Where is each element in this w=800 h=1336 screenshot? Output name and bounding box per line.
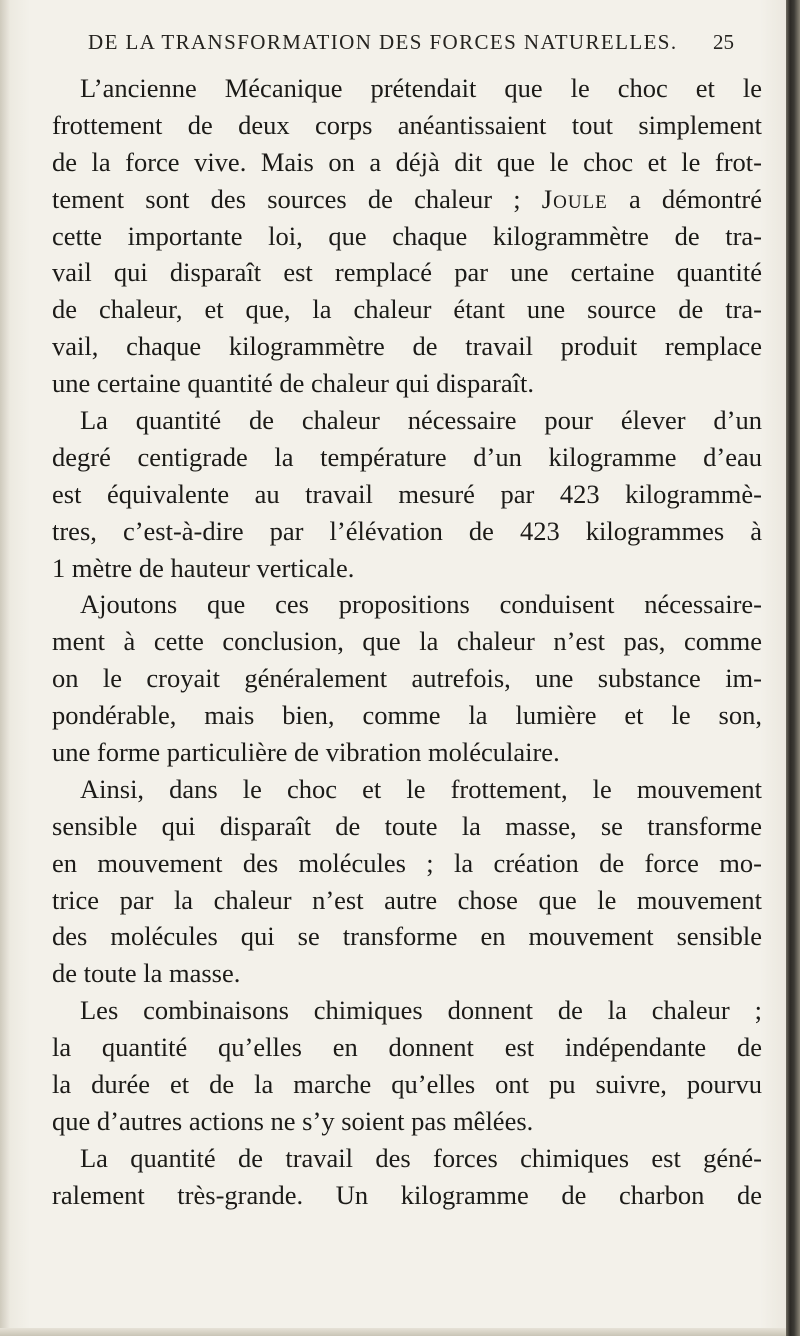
text-line: Ainsi, dans le choc et le frottement, le mouvement <box>80 773 762 804</box>
text-line: L’ancienne Mécanique prétendait que le choc et le <box>80 73 762 103</box>
text-line: vail, chaque kilogrammètre de travail produit remplace <box>52 331 762 362</box>
text-line: degré centigrade la température d’un kilogramme d’eau <box>52 441 762 472</box>
text-segment: tement sont des sources de chaleur ; <box>52 183 542 214</box>
text-line: 1 mètre de hauteur verticale. <box>52 552 355 583</box>
text-line: trice par la chaleur n’est autre chose que le mouvement <box>52 884 762 915</box>
page-bottom-edge <box>0 1328 786 1336</box>
text-line-with-name <box>52 181 762 218</box>
text-line: la quantité qu’elles en donnent est indépendante de <box>52 1032 762 1063</box>
text-line: de toute la masse. <box>52 958 241 989</box>
text-line: Les combinaisons chimiques donnent de la chaleur ; <box>80 995 762 1026</box>
text-line: on le croyait généralement autrefois, une substance im- <box>52 663 762 694</box>
text-line: de la force vive. Mais on a déjà dit que le choc et le frot- <box>52 146 762 177</box>
text-line: ment à cette conclusion, que la chaleur n’est pas, comme <box>52 626 762 657</box>
text-line: La quantité de chaleur nécessaire pour élever d’un <box>80 405 762 436</box>
text-line: pondérable, mais bien, comme la lumière et le son, <box>52 700 762 731</box>
text-segment: a démontré <box>607 183 762 214</box>
running-header-title: DE LA TRANSFORMATION DES FORCES NATURELLES. <box>88 30 678 54</box>
text-line: cette importante loi, que chaque kilogrammètre de tra- <box>52 220 762 251</box>
text-line: sensible qui disparaît de toute la masse, se transforme <box>52 810 762 841</box>
text-line: en mouvement des molécules ; la création de force mo- <box>52 847 762 878</box>
text-line: vail qui disparaît est remplacé par une certaine quantité <box>52 257 762 288</box>
text-line: de chaleur, et que, la chaleur étant une source de tra- <box>52 294 762 325</box>
text-line: des molécules qui se transforme en mouvement sensible <box>52 921 762 952</box>
text-line: une forme particulière de vibration moléculaire. <box>52 737 560 768</box>
book-spine-edge <box>786 0 800 1336</box>
person-name-joule: Joule <box>541 183 608 214</box>
text-line: Ajoutons que ces propositions conduisent nécessaire- <box>80 589 762 620</box>
text-line: une certaine quantité de chaleur qui disparaît. <box>52 368 534 399</box>
text-line: La quantité de travail des forces chimiques est géné- <box>80 1142 762 1173</box>
text-line: tres, c’est-à-dire par l’élévation de 423 kilogrammes à <box>52 515 762 546</box>
page-left-edge <box>0 0 10 1336</box>
running-header <box>0 30 786 60</box>
text-line: ralement très-grande. Un kilogramme de charbon de <box>52 1179 762 1210</box>
text-line: frottement de deux corps anéantissaient tout simplement <box>52 109 762 140</box>
text-line: que d’autres actions ne s’y soient pas mêlées. <box>52 1105 534 1136</box>
text-line: la durée et de la marche qu’elles ont pu suivre, pourvu <box>52 1069 762 1100</box>
body-text <box>52 70 762 1214</box>
page-number: 25 <box>713 30 734 54</box>
text-line: est équivalente au travail mesuré par 423 kilogrammè- <box>52 478 762 509</box>
